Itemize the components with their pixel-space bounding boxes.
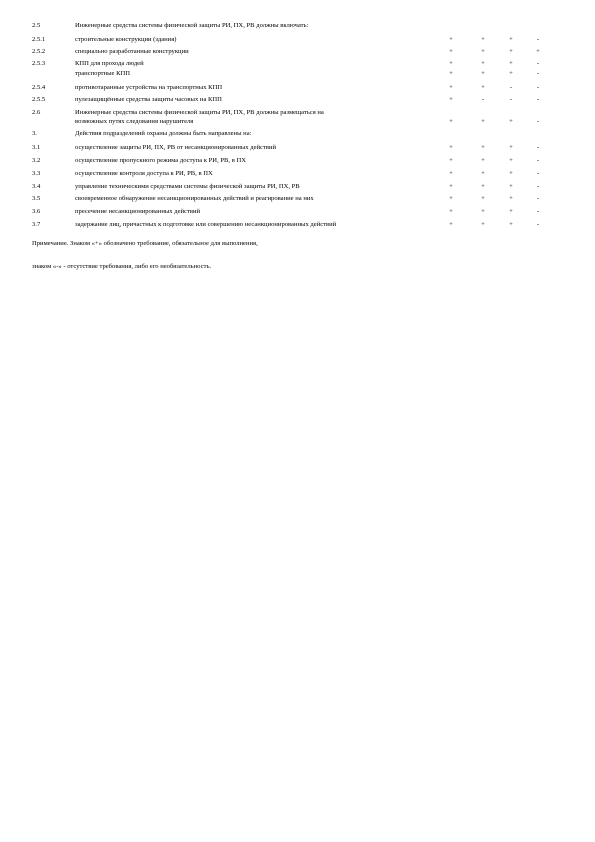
requirement-mark: + bbox=[481, 36, 485, 43]
requirement-mark: + bbox=[449, 96, 453, 103]
requirement-mark: - bbox=[536, 96, 540, 103]
item-text: осуществление пропускного режима доступа к РИ, РВ, в ПХ bbox=[75, 157, 247, 164]
item-text: Действия подразделений охраны должны быть направлены на: bbox=[75, 130, 252, 137]
item-text: строительные конструкции (здания) bbox=[75, 36, 177, 43]
requirement-mark: + bbox=[449, 221, 453, 228]
requirement-mark: - bbox=[536, 84, 540, 91]
requirement-mark: + bbox=[481, 118, 485, 125]
requirement-mark: - bbox=[509, 84, 513, 91]
item-number: 3.6 bbox=[32, 208, 41, 215]
item-number: 3.1 bbox=[32, 144, 41, 151]
requirement-mark: + bbox=[449, 118, 453, 125]
requirement-mark: + bbox=[509, 195, 513, 202]
requirement-mark: + bbox=[481, 221, 485, 228]
requirement-mark: + bbox=[481, 48, 485, 55]
item-text: КПП для прохода людей bbox=[75, 60, 144, 67]
requirement-mark: + bbox=[509, 221, 513, 228]
requirement-mark: + bbox=[481, 183, 485, 190]
note-line-2: знаком «-» - отсутствие требования, либо его необязательность. bbox=[32, 263, 212, 270]
item-text: задержание лиц, причастных к подготовке или совершению несанкционированных действий bbox=[75, 221, 337, 228]
requirement-mark: - bbox=[536, 183, 540, 190]
requirement-mark: + bbox=[449, 195, 453, 202]
requirement-mark: - bbox=[536, 144, 540, 151]
requirement-mark: - bbox=[509, 96, 513, 103]
requirement-mark: + bbox=[449, 60, 453, 67]
requirement-mark: + bbox=[449, 70, 453, 77]
item-number: 2.5.5 bbox=[32, 96, 46, 103]
item-number: 2.5.4 bbox=[32, 84, 46, 91]
item-text: своевременное обнаружение несанкционированных действий и реагирование на них bbox=[75, 195, 314, 202]
item-text: управление техническими средствами системы физической защиты РИ, ПХ, РВ bbox=[75, 183, 300, 190]
requirement-mark: + bbox=[449, 208, 453, 215]
item-text: пулезащищённые средства защиты часовых на КПП bbox=[75, 96, 222, 103]
item-number: 2.5.2 bbox=[32, 48, 46, 55]
requirement-mark: + bbox=[509, 157, 513, 164]
requirement-mark: + bbox=[536, 48, 540, 55]
item-text: специально разработанные конструкции bbox=[75, 48, 189, 55]
item-text: транспортные КПП bbox=[75, 70, 131, 77]
item-number: 2.5.3 bbox=[32, 60, 46, 67]
requirement-mark: + bbox=[509, 144, 513, 151]
requirement-mark: - bbox=[536, 221, 540, 228]
requirement-mark: + bbox=[449, 157, 453, 164]
item-number: 2.5 bbox=[32, 22, 41, 29]
requirement-mark: + bbox=[509, 48, 513, 55]
requirement-mark: - bbox=[481, 96, 485, 103]
item-text: осуществление контроля доступа к РИ, РВ, в ПХ bbox=[75, 170, 213, 177]
requirement-mark: + bbox=[481, 60, 485, 67]
requirement-mark: + bbox=[449, 170, 453, 177]
item-text: возможных путях следования нарушителя bbox=[75, 118, 194, 125]
item-text: Инженерные средства системы физической защиты РИ, ПХ, РВ должны размещаться на bbox=[75, 109, 324, 116]
requirement-mark: - bbox=[536, 195, 540, 202]
item-number: 3.3 bbox=[32, 170, 41, 177]
requirement-mark: + bbox=[449, 144, 453, 151]
requirement-mark: + bbox=[449, 48, 453, 55]
item-text: осуществление защиты РИ, ПХ, РВ от несанкционированных действий bbox=[75, 144, 277, 151]
requirement-mark: + bbox=[481, 208, 485, 215]
requirement-mark: + bbox=[481, 170, 485, 177]
requirement-mark: + bbox=[481, 195, 485, 202]
requirement-mark: + bbox=[481, 70, 485, 77]
requirement-mark: - bbox=[536, 60, 540, 67]
requirement-mark: + bbox=[449, 36, 453, 43]
requirement-mark: + bbox=[449, 183, 453, 190]
requirement-mark: + bbox=[509, 60, 513, 67]
item-text: Инженерные средства системы физической защиты РИ, ПХ, РВ должны включать: bbox=[75, 22, 309, 29]
note-line-1: Примечание. Знаком «+» обозначено требование, обязательное для выполнения, bbox=[32, 240, 258, 247]
requirement-mark: + bbox=[481, 144, 485, 151]
requirement-mark: - bbox=[536, 70, 540, 77]
item-number: 2.6 bbox=[32, 109, 41, 116]
item-number: 3.5 bbox=[32, 195, 41, 202]
requirement-mark: + bbox=[481, 84, 485, 91]
requirement-mark: - bbox=[536, 170, 540, 177]
item-text: противотаранные устройства на транспортных КПП bbox=[75, 84, 223, 91]
requirement-mark: + bbox=[481, 157, 485, 164]
requirement-mark: - bbox=[536, 157, 540, 164]
requirement-mark: + bbox=[509, 70, 513, 77]
requirement-mark: - bbox=[536, 208, 540, 215]
requirement-mark: + bbox=[509, 208, 513, 215]
item-number: 3.4 bbox=[32, 183, 41, 190]
item-number: 3.7 bbox=[32, 221, 41, 228]
requirement-mark: + bbox=[509, 118, 513, 125]
requirement-mark: + bbox=[449, 84, 453, 91]
requirement-mark: + bbox=[509, 36, 513, 43]
item-number: 3.2 bbox=[32, 157, 41, 164]
item-number: 3. bbox=[32, 130, 37, 137]
requirement-mark: + bbox=[509, 170, 513, 177]
item-number: 2.5.1 bbox=[32, 36, 46, 43]
requirement-mark: - bbox=[536, 118, 540, 125]
item-text: пресечение несанкционированных действий bbox=[75, 208, 201, 215]
requirement-mark: + bbox=[509, 183, 513, 190]
requirement-mark: - bbox=[536, 36, 540, 43]
